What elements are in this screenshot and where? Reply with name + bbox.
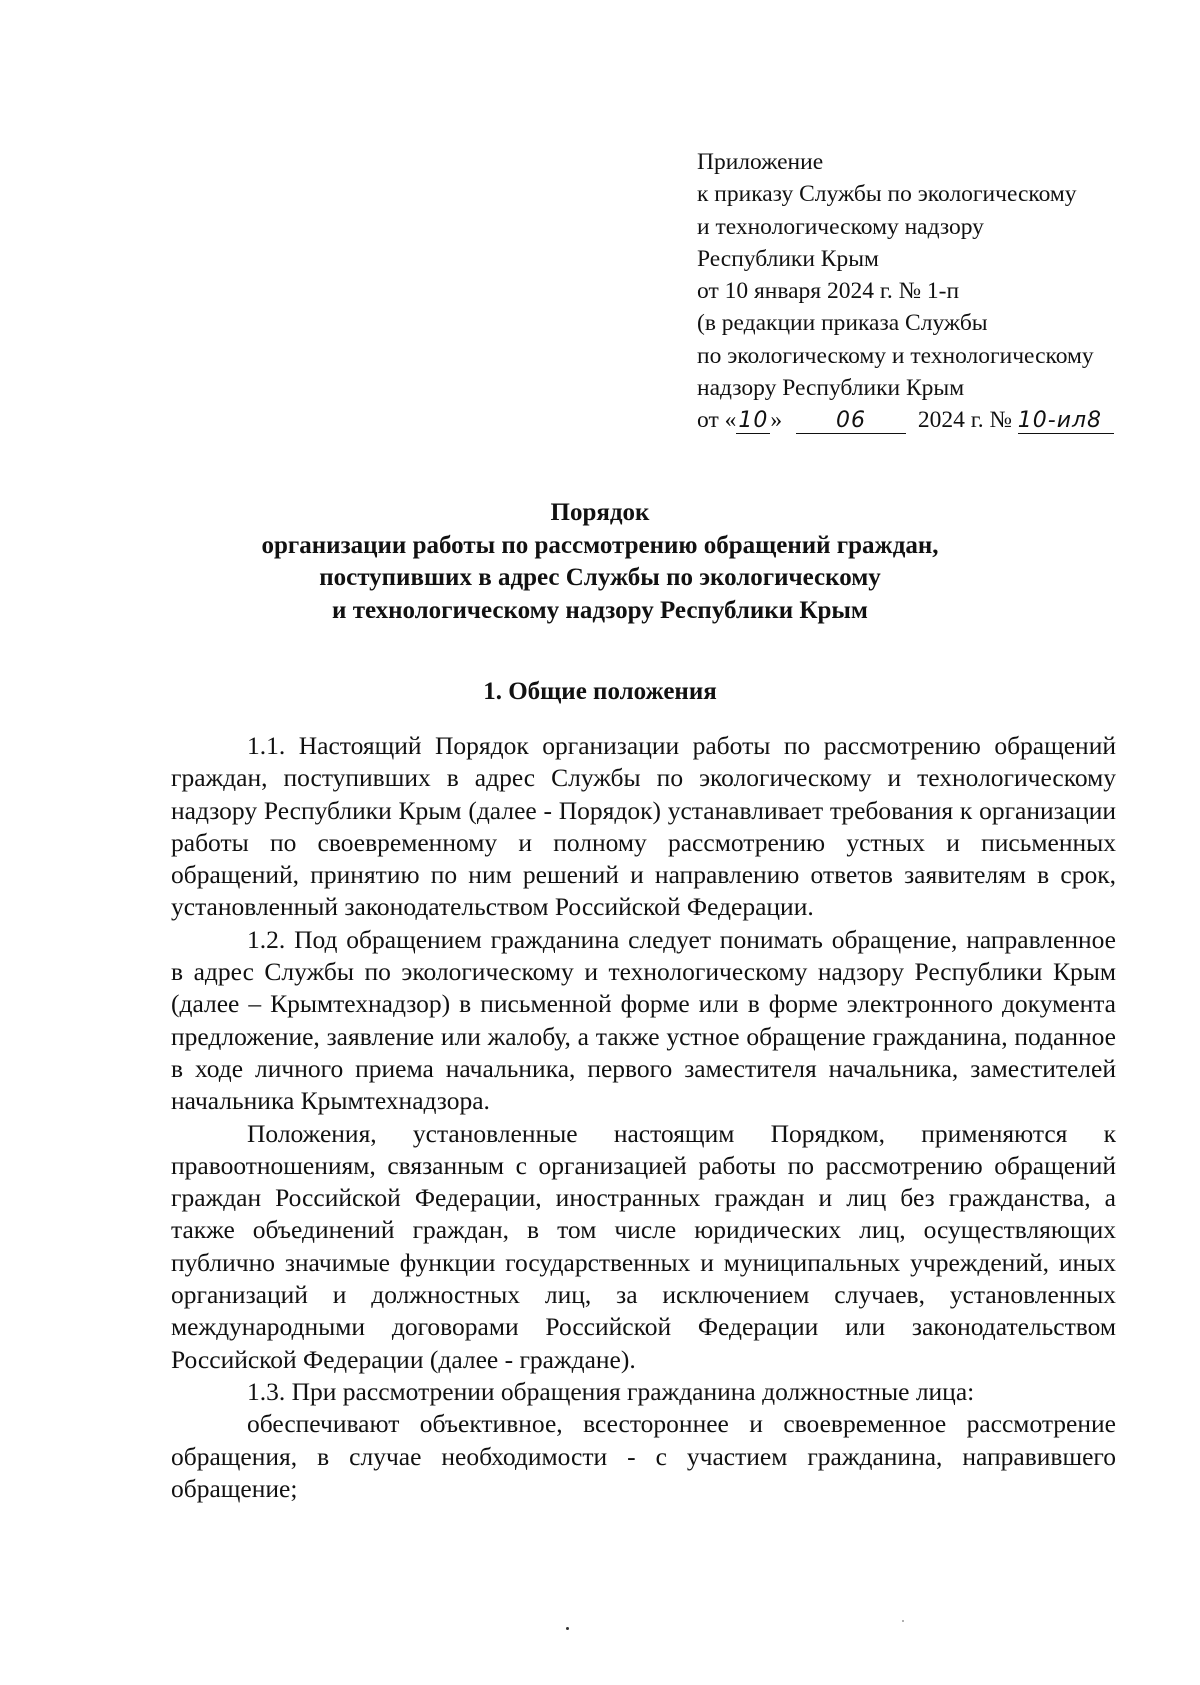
title-line: и технологическому надзору Республики Крым	[332, 596, 868, 624]
title-line: поступивших в адрес Службы по экологическому	[319, 564, 881, 591]
document-title	[150, 497, 1050, 627]
date-number-blank	[1018, 408, 1114, 434]
paragraph-1-3: 1.3. При рассмотрении обращения гражданина должностные лица:	[247, 1376, 975, 1406]
paragraph-list-item: обеспечивают объективное, всестороннее и своевременное рассмотрение обращения, в случае необходимости - с участием гражданина, направившего обращение;	[171, 1409, 1116, 1503]
date-year-text: 2024 г. №	[917, 407, 1012, 434]
appendix-date-line	[697, 404, 1157, 436]
date-prefix: от «	[697, 407, 737, 434]
section-heading: 1. Общие положения	[483, 678, 717, 705]
appendix-line: надзору Республики Крым	[697, 375, 965, 402]
date-day-blank	[736, 408, 770, 434]
paragraph-1-2: 1.2. Под обращением гражданина следует понимать обращение, направленное в адрес Службы по экологическому и технологическому надзору Республики Крым (далее – Крымтехнадзор) в письменной форме или в форме электронного документа предложение, заявление или жалобу, а также устное обращение гражданина, поданное в ходе личного приема начальника, первого заместителя начальника, заместителей начальника Крымтехнадзора.	[171, 924, 1116, 1116]
appendix-line: Приложение	[697, 149, 824, 175]
date-close-quote: »	[770, 407, 783, 434]
appendix-line: к приказу Службы по экологическому	[697, 181, 1077, 208]
appendix-block	[697, 146, 1157, 437]
appendix-line: и технологическому надзору	[697, 213, 984, 240]
appendix-line: (в редакции приказа Службы	[697, 310, 988, 337]
scan-speck	[566, 1627, 569, 1630]
handwritten-day: 10	[738, 408, 769, 434]
scan-speck	[902, 1620, 904, 1622]
title-line: организации работы по рассмотрению обращений граждан,	[261, 531, 939, 559]
date-month-blank	[796, 408, 906, 434]
title-line: Порядок	[550, 499, 650, 526]
handwritten-number: 10-ил8	[1017, 408, 1103, 434]
handwritten-month: 06	[835, 408, 866, 434]
paragraph-1-1: 1.1. Настоящий Порядок организации работы по рассмотрению обращений граждан, поступивших в адрес Службы по экологическому и технологическому надзору Республики Крым (далее - Порядок) устанавливает требования к организации работы по своевременному и полному рассмотрению устных и письменных обращений, принятию по ним решений и направлению ответов заявителям в срок, установленный законодательством Российской Федерации.	[171, 731, 1116, 922]
appendix-line: по экологическому и технологическому	[697, 342, 1094, 369]
appendix-line: Республики Крым	[697, 245, 879, 272]
body-text	[171, 730, 1116, 1505]
appendix-line: от 10 января 2024 г. № 1-п	[697, 278, 960, 305]
paragraph-provisions: Положения, установленные настоящим Порядком, применяются к правоотношениям, связанным с организацией работы по рассмотрению обращений граждан Российской Федерации, иностранных граждан и лиц без гражданства, а также объединений граждан, в том числе юридических лиц, осуществляющих публично значимые функции государственных и муниципальных учреждений, иных организаций и должностных лиц, за исключением случаев, установленных международными договорами Российской Федерации или законодательством Российской Федерации (далее - граждане).	[171, 1118, 1116, 1374]
